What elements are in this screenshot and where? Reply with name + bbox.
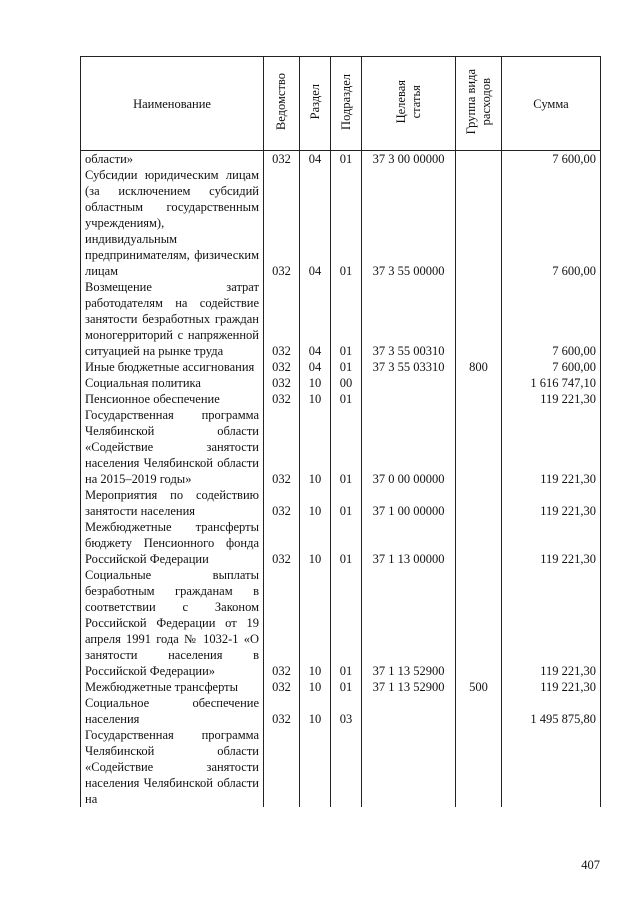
row-vedomstvo: 032 bbox=[264, 567, 300, 679]
table-row bbox=[81, 679, 601, 695]
row-name: Мероприятия по содействию занятости населения bbox=[81, 487, 264, 519]
row-celevaya-statya bbox=[362, 727, 456, 807]
row-summa: 119 221,30 bbox=[502, 407, 601, 487]
row-razdel: 10 bbox=[300, 679, 331, 695]
row-razdel: 10 bbox=[300, 487, 331, 519]
row-celevaya-statya: 37 3 55 00310 bbox=[362, 279, 456, 359]
row-razdel bbox=[300, 727, 331, 807]
table-row bbox=[81, 391, 601, 407]
header-vedomstvo: Ведомство bbox=[264, 57, 300, 151]
row-podrazdel: 01 bbox=[331, 391, 362, 407]
row-summa bbox=[502, 727, 601, 807]
row-summa: 1 616 747,10 bbox=[502, 375, 601, 391]
row-gruppa bbox=[456, 167, 502, 279]
row-vedomstvo: 032 bbox=[264, 359, 300, 375]
row-name: Государственная программа Челябинской области «Содействие занятости населения Челябинской области на 2015–2019 годы» bbox=[81, 407, 264, 487]
table-row bbox=[81, 279, 601, 359]
table-row bbox=[81, 727, 601, 807]
row-celevaya-statya: 37 3 55 03310 bbox=[362, 359, 456, 375]
row-gruppa bbox=[456, 279, 502, 359]
header-name: Наименование bbox=[81, 57, 264, 151]
row-celevaya-statya: 37 3 00 00000 bbox=[362, 151, 456, 168]
row-celevaya-statya: 37 1 13 00000 bbox=[362, 519, 456, 567]
row-name: Пенсионное обеспечение bbox=[81, 391, 264, 407]
row-celevaya-statya: 37 1 00 00000 bbox=[362, 487, 456, 519]
table-row bbox=[81, 151, 601, 168]
row-gruppa bbox=[456, 391, 502, 407]
row-vedomstvo: 032 bbox=[264, 279, 300, 359]
table-row bbox=[81, 567, 601, 679]
row-gruppa bbox=[456, 151, 502, 168]
row-razdel: 10 bbox=[300, 519, 331, 567]
row-name: Социальное обеспечение населения bbox=[81, 695, 264, 727]
row-summa: 119 221,30 bbox=[502, 519, 601, 567]
table-row bbox=[81, 359, 601, 375]
row-summa: 7 600,00 bbox=[502, 151, 601, 168]
row-summa: 119 221,30 bbox=[502, 487, 601, 519]
row-celevaya-statya bbox=[362, 375, 456, 391]
row-celevaya-statya: 37 1 13 52900 bbox=[362, 567, 456, 679]
row-celevaya-statya: 37 3 55 00000 bbox=[362, 167, 456, 279]
table-header-row bbox=[81, 57, 601, 151]
row-podrazdel: 00 bbox=[331, 375, 362, 391]
row-name: Межбюджетные трансферты bbox=[81, 679, 264, 695]
row-vedomstvo: 032 bbox=[264, 375, 300, 391]
row-summa: 1 495 875,80 bbox=[502, 695, 601, 727]
row-vedomstvo: 032 bbox=[264, 391, 300, 407]
row-summa: 119 221,30 bbox=[502, 567, 601, 679]
row-summa: 7 600,00 bbox=[502, 359, 601, 375]
header-gruppa-vida-raskhodov: Группа вида расходов bbox=[456, 57, 502, 151]
table-row bbox=[81, 167, 601, 279]
table-row bbox=[81, 375, 601, 391]
row-summa: 119 221,30 bbox=[502, 391, 601, 407]
row-celevaya-statya: 37 1 13 52900 bbox=[362, 679, 456, 695]
row-name: Субсидии юридическим лицам (за исключением субсидий областным государственным учреждениям), индивидуальным предпринимателям, физическим лицам bbox=[81, 167, 264, 279]
row-podrazdel: 01 bbox=[331, 487, 362, 519]
table-row bbox=[81, 695, 601, 727]
row-razdel: 04 bbox=[300, 151, 331, 168]
row-vedomstvo: 032 bbox=[264, 487, 300, 519]
row-podrazdel: 03 bbox=[331, 695, 362, 727]
row-razdel: 10 bbox=[300, 695, 331, 727]
row-razdel: 10 bbox=[300, 375, 331, 391]
row-name: Социальные выплаты безработным гражданам в соответствии с Законом Российской Федерации от 19 апреля 1991 года № 1032-1 «О занятости населения в Российской Федерации» bbox=[81, 567, 264, 679]
row-gruppa bbox=[456, 407, 502, 487]
row-summa: 7 600,00 bbox=[502, 167, 601, 279]
row-name: области» bbox=[81, 151, 264, 168]
row-gruppa bbox=[456, 727, 502, 807]
row-gruppa bbox=[456, 567, 502, 679]
row-razdel: 10 bbox=[300, 391, 331, 407]
row-podrazdel: 01 bbox=[331, 151, 362, 168]
row-summa: 119 221,30 bbox=[502, 679, 601, 695]
budget-table bbox=[80, 56, 601, 807]
row-gruppa bbox=[456, 487, 502, 519]
row-podrazdel: 01 bbox=[331, 567, 362, 679]
row-name: Иные бюджетные ассигнования bbox=[81, 359, 264, 375]
header-celevaya-statya: Целевая статья bbox=[362, 57, 456, 151]
row-razdel: 04 bbox=[300, 359, 331, 375]
header-razdel: Раздел bbox=[300, 57, 331, 151]
row-vedomstvo: 032 bbox=[264, 519, 300, 567]
row-podrazdel: 01 bbox=[331, 359, 362, 375]
row-podrazdel: 01 bbox=[331, 279, 362, 359]
row-gruppa bbox=[456, 375, 502, 391]
row-podrazdel bbox=[331, 727, 362, 807]
row-gruppa bbox=[456, 519, 502, 567]
row-celevaya-statya: 37 0 00 00000 bbox=[362, 407, 456, 487]
table-row bbox=[81, 407, 601, 487]
row-gruppa: 800 bbox=[456, 359, 502, 375]
row-name: Межбюджетные трансферты бюджету Пенсионного фонда Российской Федерации bbox=[81, 519, 264, 567]
row-gruppa: 500 bbox=[456, 679, 502, 695]
row-vedomstvo: 032 bbox=[264, 151, 300, 168]
row-name: Возмещение затрат работодателям на содействие занятости безработных граждан моногерриторий с напряженной ситуацией на рынке труда bbox=[81, 279, 264, 359]
row-summa: 7 600,00 bbox=[502, 279, 601, 359]
row-celevaya-statya bbox=[362, 391, 456, 407]
row-vedomstvo: 032 bbox=[264, 679, 300, 695]
table-row bbox=[81, 487, 601, 519]
row-podrazdel: 01 bbox=[331, 407, 362, 487]
row-razdel: 10 bbox=[300, 567, 331, 679]
row-gruppa bbox=[456, 695, 502, 727]
row-razdel: 04 bbox=[300, 167, 331, 279]
row-celevaya-statya bbox=[362, 695, 456, 727]
row-podrazdel: 01 bbox=[331, 519, 362, 567]
table-row bbox=[81, 519, 601, 567]
row-podrazdel: 01 bbox=[331, 679, 362, 695]
header-podrazdel: Подраздел bbox=[331, 57, 362, 151]
row-podrazdel: 01 bbox=[331, 167, 362, 279]
row-vedomstvo: 032 bbox=[264, 407, 300, 487]
page-number: 407 bbox=[581, 858, 600, 872]
row-vedomstvo bbox=[264, 727, 300, 807]
header-summa: Сумма bbox=[502, 57, 601, 151]
row-razdel: 04 bbox=[300, 279, 331, 359]
row-vedomstvo: 032 bbox=[264, 695, 300, 727]
row-vedomstvo: 032 bbox=[264, 167, 300, 279]
row-name: Государственная программа Челябинской области «Содействие занятости населения Челябинской области на bbox=[81, 727, 264, 807]
row-razdel: 10 bbox=[300, 407, 331, 487]
row-name: Социальная политика bbox=[81, 375, 264, 391]
